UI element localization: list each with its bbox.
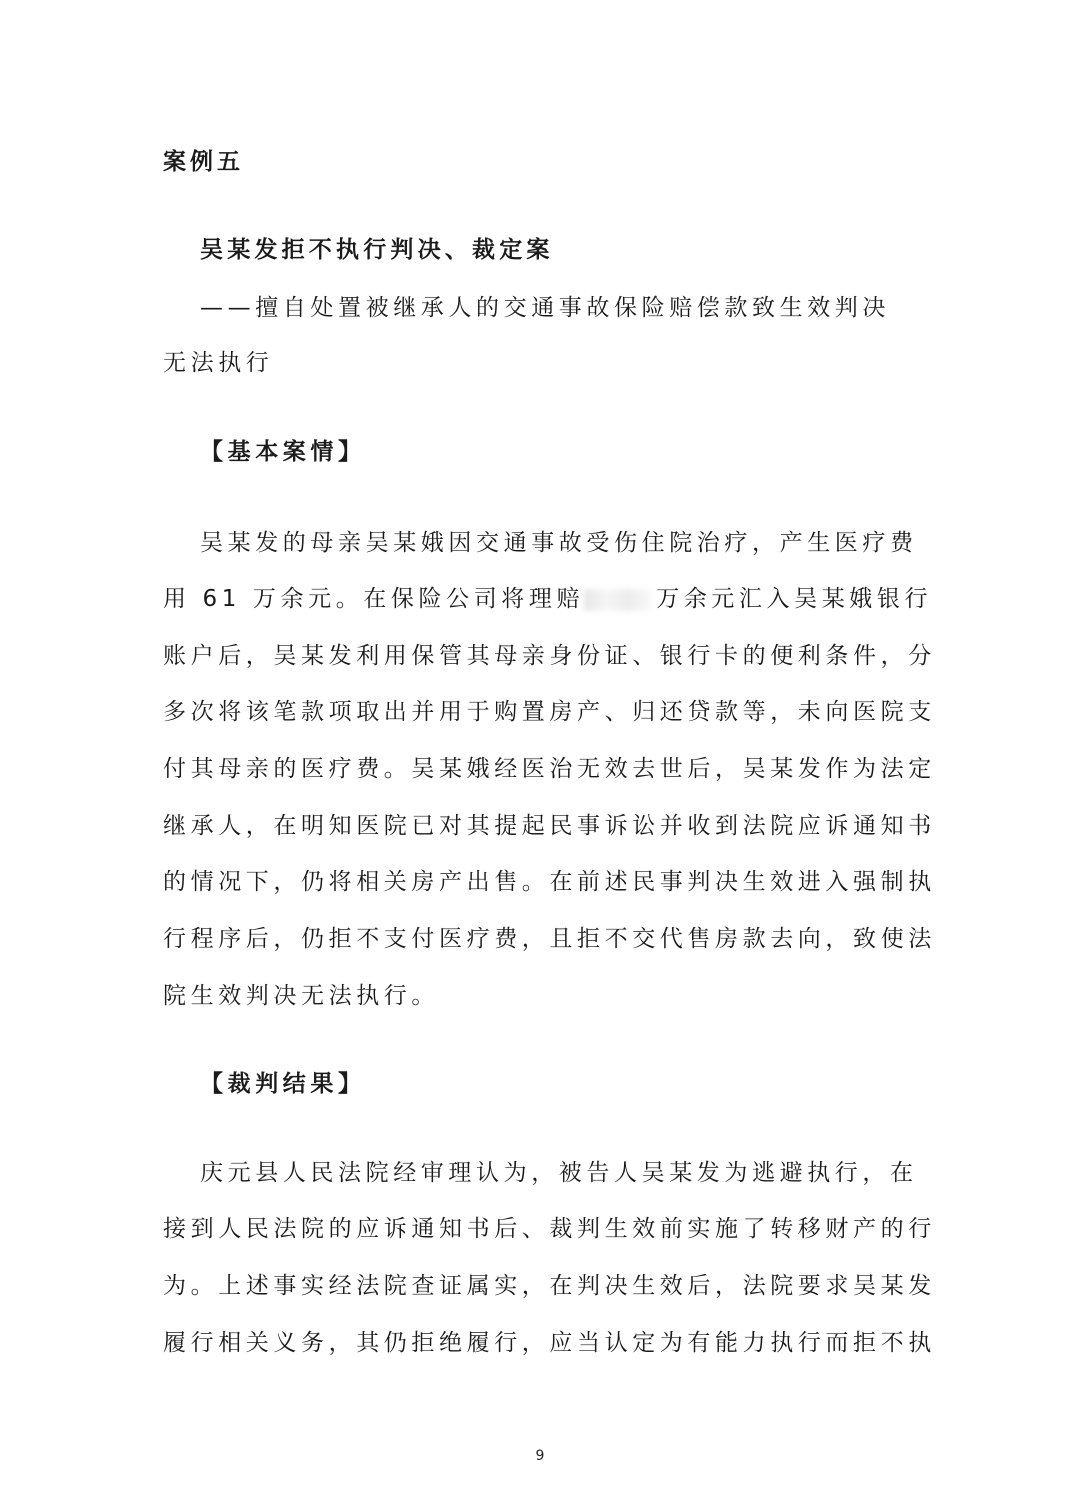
page-number: 9 [535,1448,545,1464]
paragraph-line: 行程序后，仍拒不支付医疗费，且拒不交代售房款去向，致使法 [163,926,936,952]
redacted-blur [584,589,650,611]
paragraph-line: 为。上述事实经法院查证属实，在判决生效后，法院要求吴某发 [163,1273,936,1299]
paragraph-line [163,583,933,615]
paragraph-line: 履行相关义务，其仍拒绝履行，应当认定为有能力执行而拒不执 [163,1330,936,1356]
paragraph-line: 付其母亲的医疗费。吴某娥经医治无效去世后，吴某发作为法定 [163,756,936,782]
case-label: 案例五 [163,149,244,175]
paragraph-line: 多次将该笔款项取出并用于购置房产、归还贷款等，未向医院支 [163,699,936,725]
paragraph-line: 账户后，吴某发利用保管其母亲身份证、银行卡的便利条件，分 [163,643,936,669]
paragraph-line: 庆元县人民法院经审理认为，被告人吴某发为逃避执行，在 [200,1160,918,1186]
section-heading-judgment: 【裁判结果】 [200,1071,366,1097]
section-heading-basic-facts: 【基本案情】 [200,439,366,465]
paragraph-line: 继承人，在明知医院已对其提起民事诉讼并收到法院应诉通知书 [163,813,936,839]
paragraph-line: 吴某发的母亲吴某娥因交通事故受伤住院治疗，产生医疗费 [200,530,918,556]
paragraph-line-part: 用 61 万余元。在保险公司将理赔 [163,586,585,612]
case-title: 吴某发拒不执行判决、裁定案 [200,237,554,263]
paragraph-line: 院生效判决无法执行。 [163,983,439,1009]
paragraph-line-part: 万余元汇入吴某娥银行 [656,586,933,612]
case-subtitle-line-1: ——擅自处置被继承人的交通事故保险赔偿款致生效判决 [200,295,890,321]
case-subtitle-line-2: 无法执行 [163,350,274,376]
paragraph-line: 接到人民法院的应诉通知书后、裁判生效前实施了转移财产的行 [163,1216,936,1242]
paragraph-line: 的情况下，仍将相关房产出售。在前述民事判决生效进入强制执 [163,869,936,895]
